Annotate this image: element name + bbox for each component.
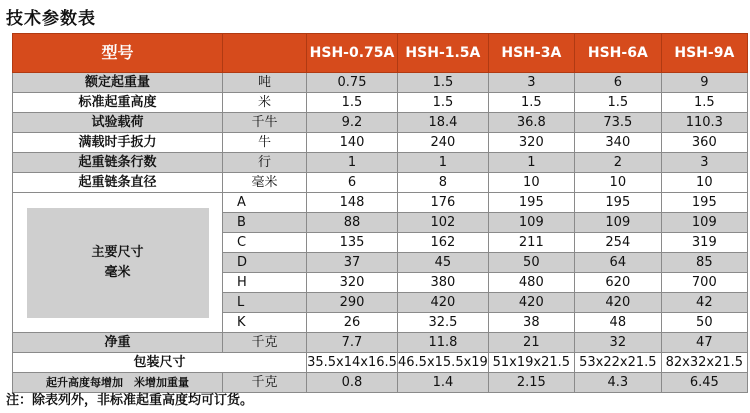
dimension-key: H xyxy=(223,273,307,293)
row-label: 试验载荷 xyxy=(13,113,223,133)
row-unit: 吨 xyxy=(223,73,307,93)
value-cell: 88 xyxy=(307,213,398,233)
model-name-cell: HSH-0.75A xyxy=(307,34,398,73)
value-cell: 73.5 xyxy=(574,113,661,133)
value-cell: 45 xyxy=(398,253,489,273)
value-cell: 37 xyxy=(307,253,398,273)
value-cell: 10 xyxy=(488,173,574,193)
value-cell: 47 xyxy=(661,333,747,353)
value-cell: 195 xyxy=(488,193,574,213)
value-cell: 85 xyxy=(661,253,747,273)
value-cell: 420 xyxy=(488,293,574,313)
value-cell: 420 xyxy=(574,293,661,313)
value-cell: 51x19x21.5 xyxy=(488,353,574,373)
row-unit: 行 xyxy=(223,153,307,173)
net-weight-row xyxy=(13,333,748,353)
value-cell: 1.5 xyxy=(488,93,574,113)
value-cell: 0.75 xyxy=(307,73,398,93)
spec-row xyxy=(13,113,748,133)
spec-table xyxy=(12,33,748,393)
dimension-key: K xyxy=(223,313,307,333)
value-cell: 11.8 xyxy=(398,333,489,353)
value-cell: 176 xyxy=(398,193,489,213)
value-cell: 6 xyxy=(307,173,398,193)
value-cell: 420 xyxy=(398,293,489,313)
dimension-key: B xyxy=(223,213,307,233)
value-cell: 3 xyxy=(661,153,747,173)
value-cell: 109 xyxy=(661,213,747,233)
spec-row xyxy=(13,93,748,113)
value-cell: 290 xyxy=(307,293,398,313)
value-cell: 319 xyxy=(661,233,747,253)
dimension-key: D xyxy=(223,253,307,273)
value-cell: 162 xyxy=(398,233,489,253)
value-cell: 36.8 xyxy=(488,113,574,133)
dimension-key: A xyxy=(223,193,307,213)
value-cell: 42 xyxy=(661,293,747,313)
spec-row xyxy=(13,73,748,93)
dimensions-unit: 毫米 xyxy=(104,264,131,280)
package-label: 包装尺寸 xyxy=(13,353,307,373)
extra-weight-label: 起升高度每增加 米增加重量 xyxy=(13,373,223,393)
model-name-cell: HSH-1.5A xyxy=(398,34,489,73)
value-cell: 7.7 xyxy=(307,333,398,353)
dimensions-label: 主要尺寸 xyxy=(91,244,144,260)
value-cell: 10 xyxy=(574,173,661,193)
extra-weight-unit: 千克 xyxy=(223,373,307,393)
row-label: 额定起重量 xyxy=(13,73,223,93)
value-cell: 102 xyxy=(398,213,489,233)
value-cell: 21 xyxy=(488,333,574,353)
value-cell: 48 xyxy=(574,313,661,333)
value-cell: 1.5 xyxy=(574,93,661,113)
value-cell: 50 xyxy=(661,313,747,333)
dimension-key: C xyxy=(223,233,307,253)
row-unit: 牛 xyxy=(223,133,307,153)
value-cell: 82x32x21.5 xyxy=(661,353,747,373)
page-title: 技术参数表 xyxy=(6,9,96,29)
value-cell: 1.5 xyxy=(398,73,489,93)
row-unit: 毫米 xyxy=(223,173,307,193)
value-cell: 211 xyxy=(488,233,574,253)
model-name-cell: HSH-6A xyxy=(574,34,661,73)
value-cell: 1.5 xyxy=(398,93,489,113)
value-cell: 8 xyxy=(398,173,489,193)
package-row xyxy=(13,353,748,373)
value-cell: 109 xyxy=(488,213,574,233)
spec-row xyxy=(13,173,748,193)
value-cell: 10 xyxy=(661,173,747,193)
value-cell: 35.5x14x16.5 xyxy=(307,353,398,373)
value-cell: 700 xyxy=(661,273,747,293)
value-cell: 18.4 xyxy=(398,113,489,133)
value-cell: 1.4 xyxy=(398,373,489,393)
value-cell: 240 xyxy=(398,133,489,153)
header-row xyxy=(13,34,748,73)
net-weight-label: 净重 xyxy=(13,333,223,353)
value-cell: 32 xyxy=(574,333,661,353)
value-cell: 195 xyxy=(574,193,661,213)
footnote: 注：除表列外，非标准起重高度均可订货。 xyxy=(6,393,254,408)
value-cell: 38 xyxy=(488,313,574,333)
header-unit-cell xyxy=(223,34,307,73)
spec-row xyxy=(13,133,748,153)
value-cell: 50 xyxy=(488,253,574,273)
value-cell: 32.5 xyxy=(398,313,489,333)
value-cell: 110.3 xyxy=(661,113,747,133)
dimensions-label-box xyxy=(27,208,209,318)
value-cell: 64 xyxy=(574,253,661,273)
value-cell: 26 xyxy=(307,313,398,333)
value-cell: 9.2 xyxy=(307,113,398,133)
value-cell: 0.8 xyxy=(307,373,398,393)
value-cell: 254 xyxy=(574,233,661,253)
value-cell: 195 xyxy=(661,193,747,213)
dimension-row xyxy=(13,193,748,213)
value-cell: 360 xyxy=(661,133,747,153)
value-cell: 320 xyxy=(488,133,574,153)
model-name-cell: HSH-9A xyxy=(661,34,747,73)
value-cell: 340 xyxy=(574,133,661,153)
value-cell: 4.3 xyxy=(574,373,661,393)
value-cell: 53x22x21.5 xyxy=(574,353,661,373)
value-cell: 320 xyxy=(307,273,398,293)
value-cell: 2 xyxy=(574,153,661,173)
value-cell: 6 xyxy=(574,73,661,93)
value-cell: 1 xyxy=(398,153,489,173)
row-label: 起重链条直径 xyxy=(13,173,223,193)
dimensions-label-cell xyxy=(13,193,223,333)
value-cell: 1 xyxy=(307,153,398,173)
model-name-cell: HSH-3A xyxy=(488,34,574,73)
row-label: 起重链条行数 xyxy=(13,153,223,173)
value-cell: 1.5 xyxy=(661,93,747,113)
value-cell: 46.5x15.5x19 xyxy=(398,353,489,373)
row-unit: 千牛 xyxy=(223,113,307,133)
value-cell: 2.15 xyxy=(488,373,574,393)
value-cell: 1 xyxy=(488,153,574,173)
dimension-key: L xyxy=(223,293,307,313)
value-cell: 3 xyxy=(488,73,574,93)
net-weight-unit: 千克 xyxy=(223,333,307,353)
value-cell: 620 xyxy=(574,273,661,293)
value-cell: 148 xyxy=(307,193,398,213)
spec-row xyxy=(13,153,748,173)
row-label: 标准起重高度 xyxy=(13,93,223,113)
value-cell: 380 xyxy=(398,273,489,293)
value-cell: 109 xyxy=(574,213,661,233)
value-cell: 6.45 xyxy=(661,373,747,393)
model-header-label: 型号 xyxy=(13,34,223,73)
value-cell: 1.5 xyxy=(307,93,398,113)
value-cell: 480 xyxy=(488,273,574,293)
row-label: 满载时手扳力 xyxy=(13,133,223,153)
value-cell: 135 xyxy=(307,233,398,253)
value-cell: 9 xyxy=(661,73,747,93)
value-cell: 140 xyxy=(307,133,398,153)
row-unit: 米 xyxy=(223,93,307,113)
